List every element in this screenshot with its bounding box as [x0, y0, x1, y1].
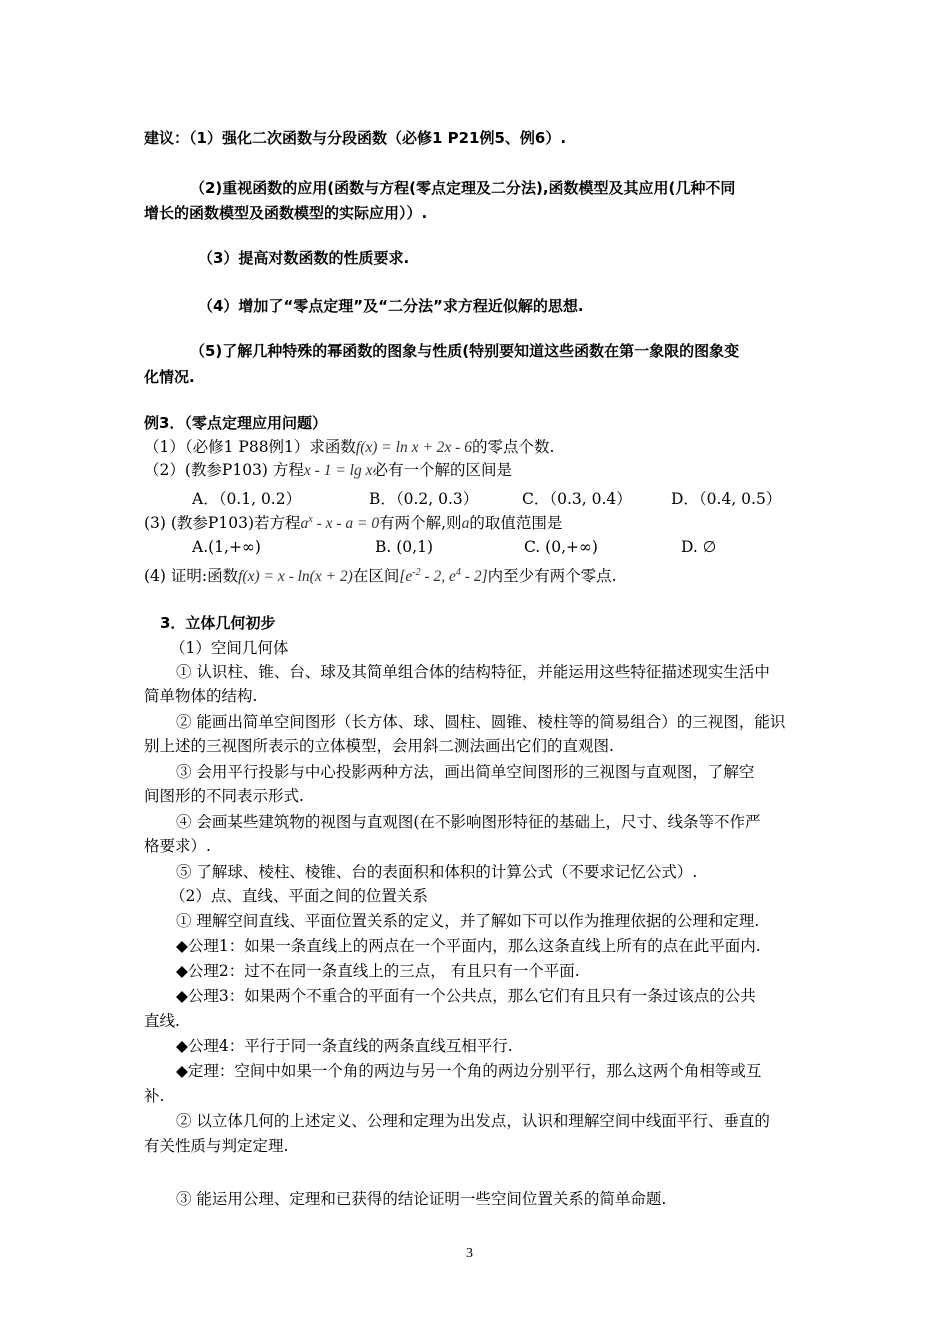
suggestion-2-line2: 增长的函数模型及函数模型的实际应用））.: [144, 204, 428, 222]
q2-option-a: A．（0.1, 0.2）: [192, 490, 302, 508]
item-1-line1: ① 认识柱、锥、台、球及其简单组合体的结构特征，并能运用这些特征描述现实生活中: [176, 663, 770, 681]
subsection-1: （1）空间几何体: [170, 639, 289, 657]
item-2-line2: 别上述的三视图所表示的立体模型，会用斜二测法画出它们的直观图.: [144, 737, 614, 755]
q3-suffix: 的取值范围是: [469, 514, 563, 532]
q3-option-b: B. (0,1): [375, 538, 433, 556]
item-1-line2: 简单物体的结构.: [144, 687, 258, 705]
position-item-2-line2: 有关性质与判定定理.: [144, 1137, 289, 1155]
q4-interval: [$e^{-2} - 2$, $e^4 - 2$]: [399, 567, 488, 585]
position-item-2-line1: ② 以立体几何的上述定义、公理和定理为出发点，认识和理解空间中线面平行、垂直的: [176, 1112, 770, 1130]
q3-mid: 有两个解,则: [379, 514, 462, 532]
example-q3: [144, 513, 562, 534]
axiom-3-line1: ◆公理3：如果两个不重合的平面有一个公共点，那么它们有且只有一条过该点的公共: [176, 987, 756, 1005]
example-q2: [144, 460, 512, 481]
item-4-line1: ④ 会画某些建筑物的视图与直观图(在不影响图形特征的基础上，尺寸、线条等不作严: [176, 813, 761, 831]
example-q4: [144, 566, 617, 587]
q1-formula: f(x) = ln x + 2x - 6: [355, 439, 472, 456]
axiom-4: ◆公理4：平行于同一条直线的两条直线互相平行.: [176, 1037, 513, 1055]
q3-formula: [301, 515, 380, 532]
axiom-1: ◆公理1：如果一条直线上的两点在一个平面内，那么这条直线上所有的点在此平面内.: [176, 937, 761, 955]
axiom-2: ◆公理2：过不在同一条直线上的三点， 有且只有一个平面.: [176, 962, 580, 980]
suggestion-4: （4）增加了“零点定理”及“二分法”求方程近似解的思想.: [198, 297, 584, 315]
item-4-line2: 格要求）.: [144, 837, 211, 855]
q3-rest: - x - a = 0: [312, 515, 380, 532]
theorem-line1: ◆定理：空间中如果一个角的两边与另一个角的两边分别平行，那么这两个角相等或互: [176, 1062, 762, 1080]
q1-suffix: 的零点个数.: [471, 438, 555, 456]
q2-prefix: （2）(教参P103) 方程: [144, 461, 304, 479]
suggestion-3: （3）提高对数函数的性质要求.: [198, 249, 410, 267]
q4-formula: f(x) = x - ln(x + 2): [238, 568, 353, 585]
section-heading: 3．立体几何初步: [160, 614, 276, 632]
q2-option-b: B．（0.2, 0.3）: [369, 490, 479, 508]
q2-option-d: D．（0.4, 0.5）: [671, 490, 782, 508]
item-5: ⑤ 了解球、棱柱、棱锥、台的表面积和体积的计算公式（不要求记忆公式）.: [176, 863, 698, 881]
theorem-line2: 补.: [144, 1087, 165, 1105]
q4-sup-1: -2: [412, 567, 421, 578]
q3-exponent: x: [308, 514, 313, 525]
example-title: 例3．（零点定理应用问题）: [144, 414, 327, 432]
page-number: 3: [466, 1246, 473, 1261]
q3-option-c: C. (0,+∞): [524, 538, 598, 556]
axiom-3-line2: 直线.: [144, 1012, 180, 1030]
q1-prefix: （1）（必修1 P88例1）求函数: [144, 438, 356, 456]
q2-suffix: 必有一个解的区间是: [372, 461, 512, 479]
q3-variable: a: [461, 515, 470, 532]
q3-option-d: D. ∅: [681, 538, 717, 556]
q3-prefix: (3) (教参P103)若方程: [144, 514, 301, 532]
suggestion-5-line2: 化情况.: [144, 368, 195, 386]
subsection-2: （2）点、直线、平面之间的位置关系: [170, 887, 428, 905]
example-q1: [144, 437, 554, 458]
q4-mid: 在区间: [352, 567, 400, 585]
suggestion-1: 建议：（1）强化二次函数与分段函数（必修1 P21例5、例6）.: [144, 129, 567, 147]
q4-prefix: (4) 证明:函数: [144, 567, 239, 585]
q2-option-c: C．（0.3, 0.4）: [522, 490, 632, 508]
position-item-3: ③ 能运用公理、定理和已获得的结论证明一些空间位置关系的简单命题.: [176, 1190, 667, 1208]
suggestion-2-line1: （2)重视函数的应用(函数与方程(零点定理及二分法),函数模型及其应用(几种不同: [190, 179, 736, 197]
q3-base: a: [300, 515, 309, 532]
position-item-1: ① 理解空间直线、平面位置关系的定义，并了解如下可以作为推理依据的公理和定理.: [176, 912, 760, 930]
q3-option-a: A.(1,+∞): [192, 538, 261, 556]
item-3-line2: 间图形的不同表示形式.: [144, 787, 304, 805]
item-3-line1: ③ 会用平行投影与中心投影两种方法，画出简单空间图形的三视图与直观图，了解空: [176, 763, 755, 781]
item-2-line1: ② 能画出简单空间图形（长方体、球、圆柱、圆锥、棱柱等的简易组合）的三视图，能识: [176, 713, 786, 731]
q2-formula: x - 1 = lg x: [303, 462, 373, 479]
q4-suffix: 内至少有两个零点.: [487, 567, 617, 585]
q4-sup-2: 4: [455, 567, 461, 578]
suggestion-5-line1: （5)了解几种特殊的幂函数的图象与性质(特别要知道这些函数在第一象限的图象变: [190, 342, 740, 360]
